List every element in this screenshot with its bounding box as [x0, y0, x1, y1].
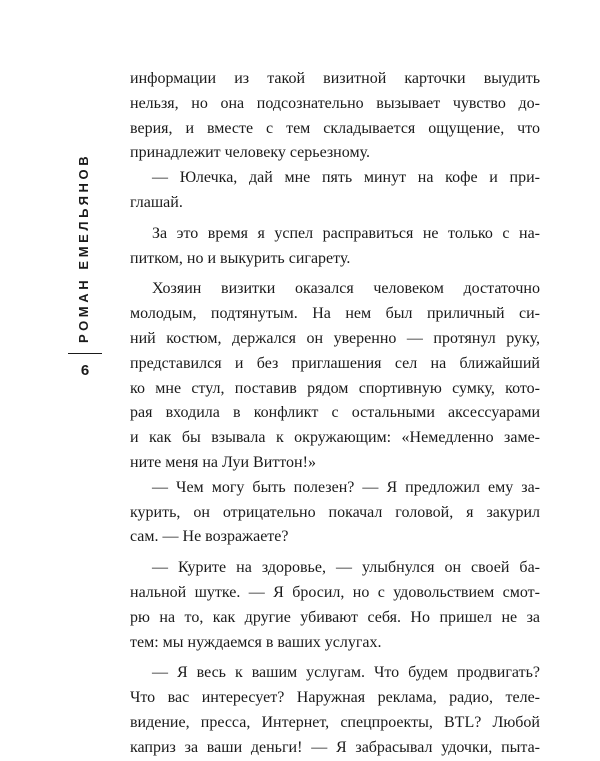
text-line: нальной шутке. — Я бросил, но с удовольствием смот- — [130, 583, 540, 601]
text-line: нельзя, но она подсознательно вызывает чувство до- — [130, 94, 540, 112]
page-number: 6 — [80, 362, 90, 379]
body-text — [130, 67, 540, 761]
text-line: рая входила в конфликт с остальными аксессуарами — [130, 404, 540, 422]
text-line: курить, он отрицательно покачал головой, я закурил — [130, 503, 540, 521]
text-line: питком, но и выкурить сигарету. — [130, 249, 351, 267]
text-line: принадлежит человеку серьезному. — [130, 144, 370, 162]
text-line: сам. — Не возражаете? — [130, 528, 289, 546]
text-line: рю на то, как другие убивают себя. Но пришел не за — [130, 608, 540, 626]
text-line: ко мне стул, поставив рядом спортивную сумку, кото- — [130, 379, 540, 397]
text-line: молодым, подтянутым. На нем был приличный си- — [130, 305, 540, 323]
text-line: верия, и вместе с тем складывается ощущение, что — [130, 119, 540, 137]
text-line: глашай. — [130, 193, 183, 211]
text-line: Что вас интересует? Наружная реклама, радио, теле- — [130, 689, 540, 707]
text-line: За это время я успел расправиться не только с на- — [152, 224, 540, 242]
text-line: — Юлечка, дай мне пять минут на кофе и при- — [152, 169, 540, 187]
text-line: — Чем могу быть полезен? — Я предложил ему за- — [152, 478, 540, 496]
divider — [68, 353, 102, 354]
sidebar — [68, 150, 108, 410]
text-line: и как бы взывала к окружающим: «Немедленно заме- — [130, 429, 540, 447]
author-name: РОМАН ЕМЕЛЬЯНОВ — [76, 152, 91, 343]
text-line: ните меня на Луи Виттон!» — [130, 453, 316, 471]
text-line: — Я весь к вашим услугам. Что будем продвигать? — [152, 664, 540, 682]
text-line: тем: мы нуждаемся в ваших услугах. — [130, 633, 382, 651]
text-line: представился и без приглашения сел на ближайший — [130, 354, 540, 372]
text-line: видение, пресса, Интернет, спецпроекты, BTL? Любой — [130, 713, 540, 731]
text-line: информации из такой визитной карточки выудить — [130, 70, 540, 87]
text-line: ний костюм, держался он уверенно — протянул руку, — [130, 329, 540, 347]
text-line: — Курите на здоровье, — улыбнулся он своей ба- — [152, 559, 540, 577]
text-line: Хозяин визитки оказался человеком достаточно — [152, 280, 540, 298]
text-line: каприз за ваши деньги! — Я забрасывал удочки, пыта- — [130, 738, 540, 756]
